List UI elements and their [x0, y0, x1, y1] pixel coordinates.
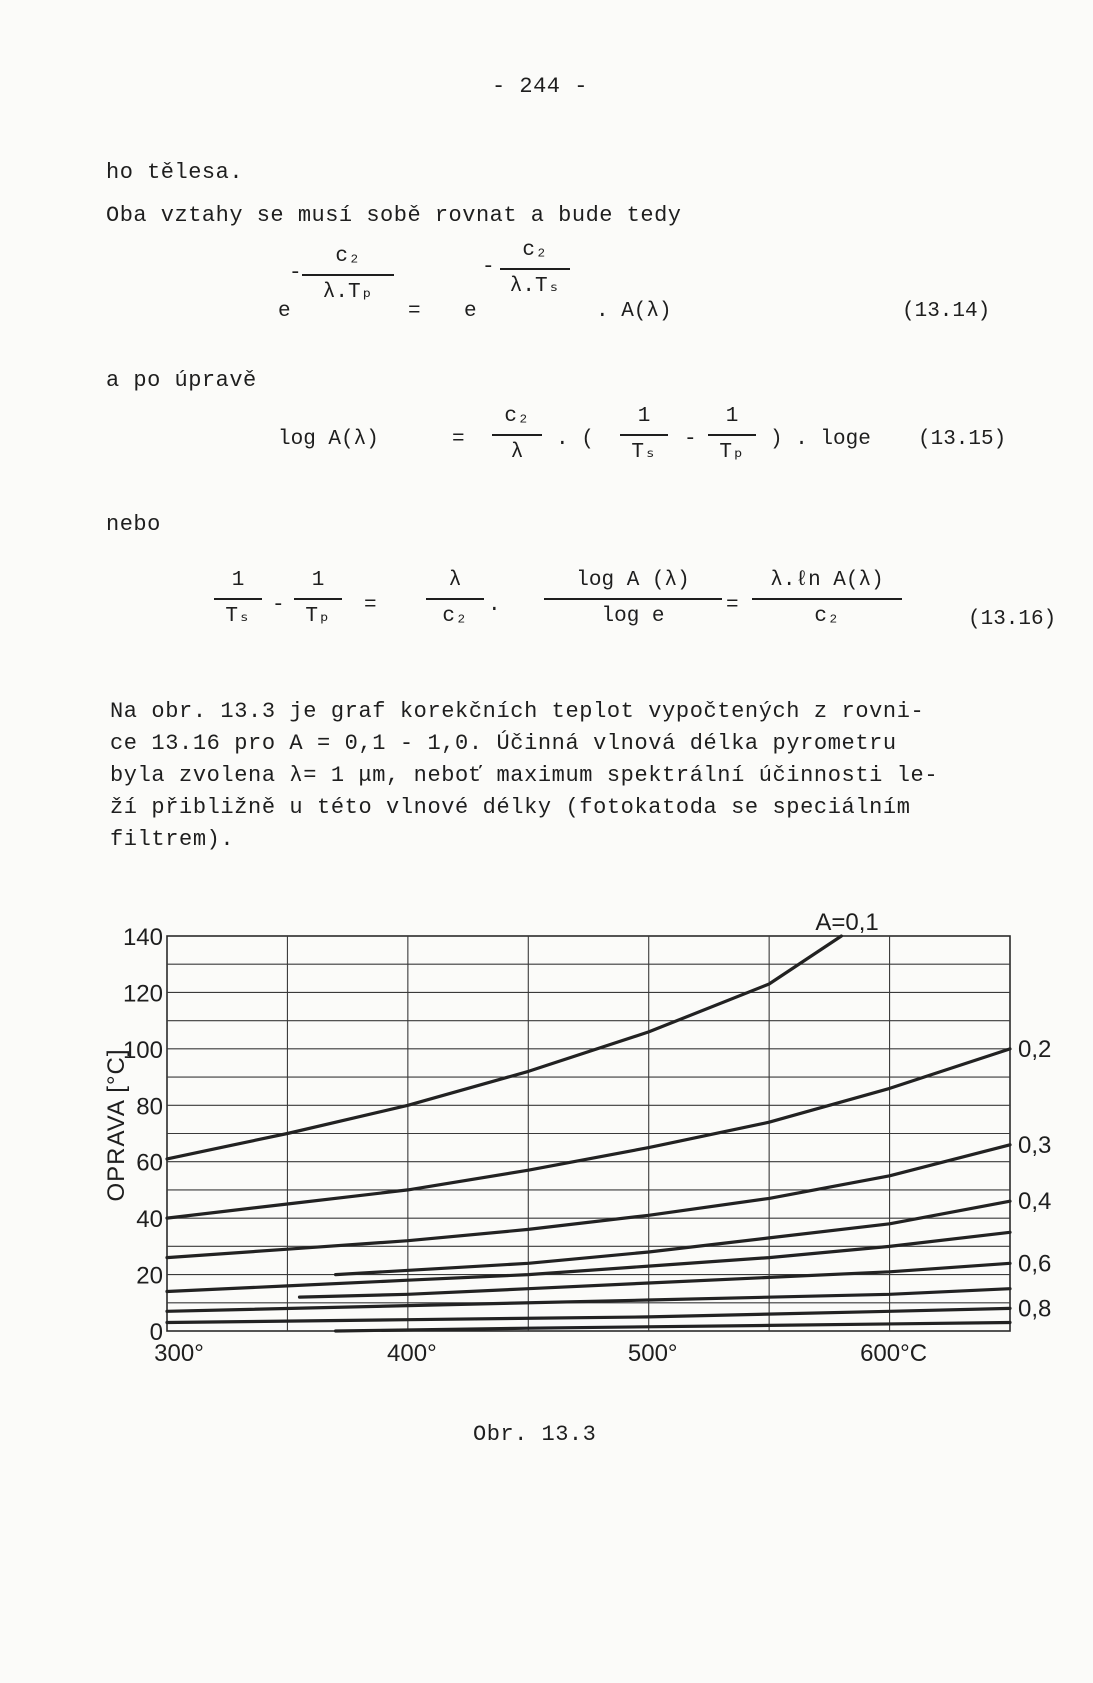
after-eq2-text: nebo: [106, 512, 161, 537]
figure-caption: Obr. 13.3: [473, 1422, 597, 1447]
eq2-c2-over-lambda: [492, 404, 542, 466]
eq2-c2: c₂: [504, 405, 530, 428]
eq3-log-num: log A (λ): [576, 569, 690, 592]
eq3-tp: Tₚ: [305, 604, 331, 628]
eq1-minus-right: -: [482, 256, 495, 279]
eq3-lambda: λ: [448, 569, 462, 592]
intro-line-1: ho tělesa.: [106, 160, 244, 185]
eq2-lhs: log A(λ): [278, 428, 379, 451]
eq2-one-ts: 1: [637, 405, 651, 428]
eq2-lambda: λ: [510, 440, 524, 464]
eq3-log-den: log e: [601, 604, 665, 628]
eq1-exponent-right: [500, 238, 570, 300]
series-label: 0,2: [1018, 1035, 1052, 1063]
eq2-number: (13.15): [918, 428, 1007, 451]
eq3-one-over-tp: [294, 568, 342, 630]
series-curve: [336, 1323, 1010, 1332]
intro-line-2: Oba vztahy se musí sobě rovnat a bude tedy: [106, 203, 682, 228]
series-label: A=0,1: [815, 909, 879, 936]
eq3-c2-b: c₂: [814, 604, 840, 628]
eq3-ts: Tₛ: [225, 604, 251, 628]
eq3-one-tp: 1: [311, 569, 325, 592]
eq1-equals: =: [408, 300, 421, 323]
eq1-exp-den-right: λ.Tₛ: [509, 274, 561, 298]
y-tick-label: 20: [136, 1262, 163, 1290]
eq1-minus-left: -: [289, 262, 302, 285]
series-curve: [167, 1232, 1010, 1291]
correction-chart: [0, 900, 1093, 1480]
y-tick-label: 120: [122, 980, 163, 1008]
series-label: 0,3: [1018, 1131, 1052, 1159]
eq2-ts: Tₛ: [631, 440, 657, 464]
eq2-equals: =: [452, 428, 465, 451]
y-tick-label: 100: [122, 1036, 163, 1064]
eq1-base-right: e: [464, 300, 477, 323]
eq2-dot-open: . (: [556, 428, 594, 451]
eq3-lambda-over-c2: [426, 568, 484, 630]
y-tick-label: 140: [122, 924, 163, 951]
eq2-one-over-tp: [708, 404, 756, 466]
eq3-one-over-ts: [214, 568, 262, 630]
eq1-exponent-left: [302, 244, 394, 306]
y-tick-label: 0: [149, 1319, 163, 1346]
eq3-log-fraction: [544, 568, 722, 630]
series-label: 0,6: [1018, 1250, 1052, 1278]
eq3-one-ts: 1: [231, 569, 245, 592]
eq3-ln-num: λ.ℓn A(λ): [770, 569, 884, 592]
x-tick-label: 400°: [387, 1340, 437, 1367]
series-label: 0,8: [1018, 1295, 1052, 1323]
eq3-minus: -: [272, 594, 285, 617]
after-eq1-text: a po úpravě: [106, 368, 257, 393]
series-curve: [167, 936, 841, 1159]
eq1-factor: . A(λ): [596, 300, 672, 323]
eq2-one-over-ts: [620, 404, 668, 466]
page-number: - 244 -: [492, 74, 588, 99]
eq3-equals: =: [364, 594, 377, 617]
eq1-exp-den-left: λ.Tₚ: [322, 280, 374, 304]
y-axis-label: OPRAVA [°C]: [103, 1048, 130, 1202]
y-tick-label: 40: [136, 1206, 163, 1234]
series-curve: [167, 1289, 1010, 1312]
eq3-equals-2: =: [726, 594, 739, 617]
x-tick-label: 600°C: [860, 1340, 928, 1367]
eq2-tp: Tₚ: [719, 440, 745, 464]
x-tick-label: 300°: [154, 1340, 204, 1367]
x-tick-label: 500°: [627, 1340, 678, 1367]
eq3-ln-fraction: [752, 568, 902, 630]
eq2-minus: -: [684, 428, 697, 451]
eq3-dot: .: [488, 594, 501, 617]
y-tick-label: 60: [136, 1149, 163, 1177]
y-tick-label: 80: [136, 1093, 163, 1121]
eq1-number: (13.14): [902, 300, 991, 323]
series-label: 0,4: [1018, 1188, 1052, 1216]
eq1-exp-num-left: c₂: [335, 245, 361, 268]
eq2-one-tp: 1: [725, 405, 739, 428]
series-curve: [167, 1308, 1010, 1322]
eq1-base-left: e: [278, 300, 291, 323]
eq3-number: (13.16): [968, 608, 1057, 631]
eq2-close-log: ) . loge: [770, 428, 871, 451]
eq1-exp-num-right: c₂: [522, 239, 548, 262]
body-paragraph: Na obr. 13.3 je graf korekčních teplot vypočtených z rovni- ce 13.16 pro A = 0,1 - 1,0. Účinná vlnová délka pyrometru byla zvolena λ= 1 μm, neboť maximum spektrální účinnosti le- ží přibližně u této vlnové délky (fotokatoda se speciálním filtrem).: [110, 699, 939, 852]
eq3-c2-a: c₂: [442, 604, 468, 628]
